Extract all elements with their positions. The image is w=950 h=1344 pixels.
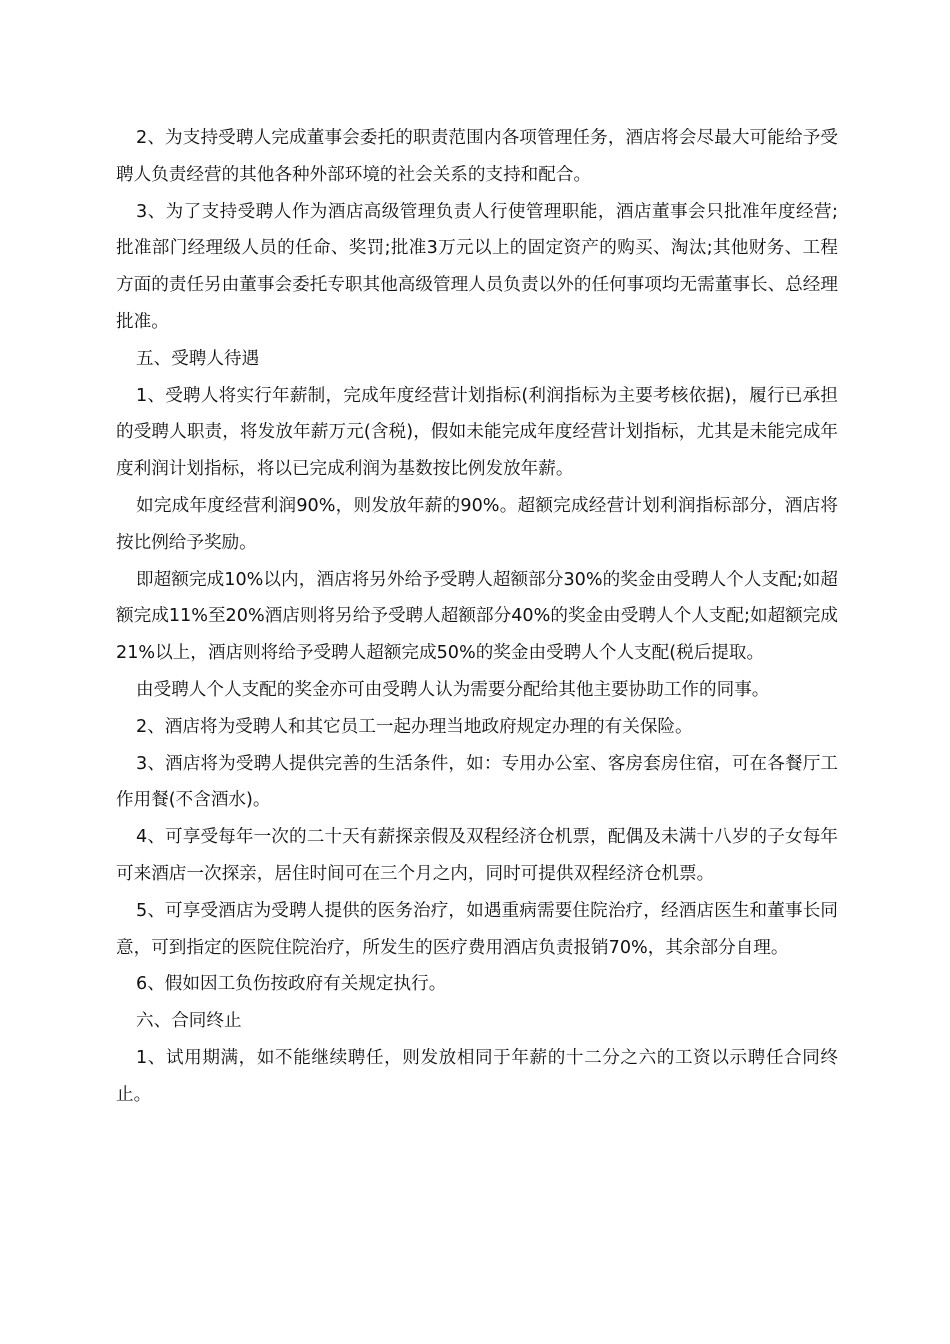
paragraph-bonus-tiers: 即超额完成10%以内，酒店将另外给予受聘人超额部分30%的奖金由受聘人个人支配;如超额完成11%至20%酒店则将另给予受聘人超额部分40%的奖金由受聘人个人支配;如超额完成21%以上，酒店则将给予受聘人超额完成50%的奖金由受聘人个人支配(税后提取。 [116,569,838,664]
paragraph-probation-end: 1、试用期满，如不能继续聘任，则发放相同于年薪的十二分之六的工资以示聘任合同终止。 [116,1047,838,1105]
paragraph-insurance: 2、酒店将为受聘人和其它员工一起办理当地政府规定办理的有关保险。 [136,716,693,737]
paragraph-family-leave: 4、可享受每年一次的二十天有薪探亲假及双程经济仓机票，配偶及未满十八岁的子女每年可来酒店一次探亲，居住时间可在三个月之内，同时可提供双程经济仓机票。 [116,827,838,884]
section-heading-termination: 六、合同终止 [136,1011,242,1032]
section-heading-treatment: 五、受聘人待遇 [136,348,260,369]
paragraph-annual-salary: 1、受聘人将实行年薪制，完成年度经营计划指标(利润指标为主要考核依据)，履行已承担的受聘人职责，将发放年薪万元(含税)，假如未能完成年度经营计划指标，尤其是未能完成年度利润计划指标，将以已完成利润为基数按比例发放年薪。 [116,385,838,480]
document-body [116,120,838,1114]
paragraph-bonus-distribution: 由受聘人个人支配的奖金亦可由受聘人认为需要分配给其他主要协助工作的同事。 [136,679,770,700]
paragraph-support-relations: 2、为支持受聘人完成董事会委托的职责范围内各项管理任务，酒店将会尽最大可能给予受聘人负责经营的其他各种外部环境的社会关系的支持和配合。 [116,128,838,185]
paragraph-profit-ratio: 如完成年度经营利润90%，则发放年薪的90%。超额完成经营计划利润指标部分，酒店将按比例给予奖励。 [116,495,838,553]
paragraph-medical: 5、可享受酒店为受聘人提供的医务治疗，如遇重病需要住院治疗，经酒店医生和董事长同意，可到指定的医院住院治疗，所发生的医疗费用酒店负责报销70%，其余部分自理。 [116,900,838,958]
paragraph-work-injury: 6、假如因工负伤按政府有关规定执行。 [136,974,447,995]
paragraph-board-approval: 3、为了支持受聘人作为酒店高级管理负责人行使管理职能，酒店董事会只批准年度经营;批准部门经理级人员的任命、奖罚;批准3万元以上的固定资产的购买、淘汰;其他财务、工程方面的责任另由董事会委托专职其他高级管理人员负责以外的任何事项均无需董事长、总经理批准。 [116,201,838,332]
paragraph-living-conditions: 3、酒店将为受聘人提供完善的生活条件，如：专用办公室、客房套房住宿，可在各餐厅工作用餐(不含酒水)。 [116,753,838,811]
